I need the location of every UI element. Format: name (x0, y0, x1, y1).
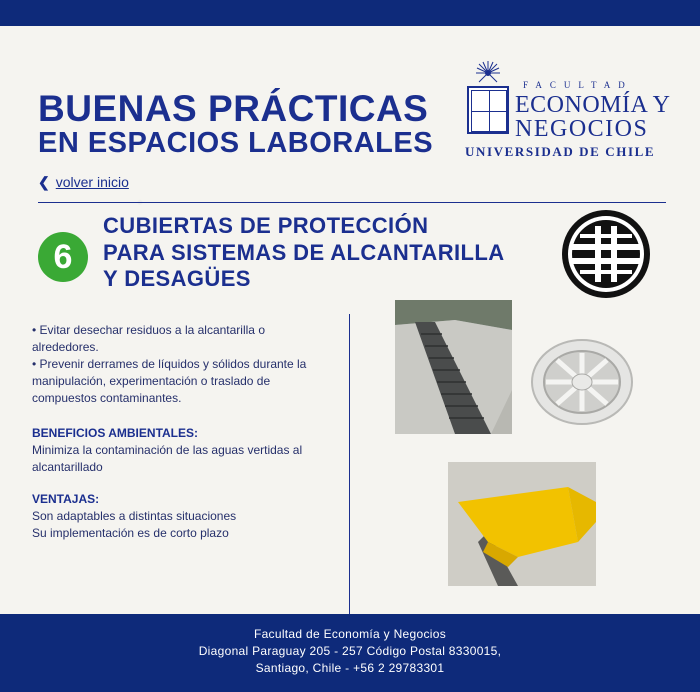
faculty-logo (465, 60, 671, 160)
footer-line1: Facultad de Economía y Negocios (253, 627, 447, 641)
section-title-line2: PARA SISTEMAS DE ALCANTARILLA (103, 240, 505, 265)
column-divider (349, 314, 350, 614)
yellow-drain-cover-photo (448, 462, 596, 586)
chevron-left-icon: ❮ (38, 174, 50, 190)
drain-cover-icon (560, 208, 652, 300)
bullet-list (32, 322, 332, 407)
footer-line3: Santiago, Chile - +56 2 29783301 (255, 661, 445, 675)
logo-facultad: FACULTAD (523, 80, 633, 90)
benefits-text: Minimiza la contaminación de las aguas vertidas al alcantarillado (32, 443, 303, 474)
advantages-heading: VENTAJAS: (32, 492, 100, 506)
logo-line2: NEGOCIOS (515, 116, 649, 142)
top-bar (0, 0, 700, 26)
bullet-item: • Prevenir derrames de líquidos y sólidos durante la manipulación, experimentación o traslado de compuestos contaminantes. (32, 357, 307, 405)
section-title-line1: CUBIERTAS DE PROTECCIÓN (103, 213, 429, 238)
crest-icon (467, 86, 509, 134)
bullet-item: • Evitar desechar residuos a la alcantarilla o alrededores. (32, 323, 265, 354)
divider (38, 202, 666, 203)
drain-grate-photo (395, 300, 512, 434)
sun-icon (473, 60, 503, 86)
benefits-block (32, 425, 332, 476)
footer (0, 614, 700, 692)
back-link[interactable] (38, 174, 129, 191)
section-number-badge: 6 (38, 232, 88, 282)
page-title-line2: EN ESPACIOS LABORALES (38, 127, 434, 159)
round-drain-cover-photo (531, 338, 634, 426)
advantage-item: Su implementación es de corto plazo (32, 526, 229, 540)
page-title-line1: BUENAS PRÁCTICAS (38, 88, 429, 129)
advantages-block (32, 491, 332, 542)
section-title-line3: Y DESAGÜES (103, 266, 251, 291)
logo-line1: ECONOMÍA Y (515, 92, 671, 118)
benefits-heading: BENEFICIOS AMBIENTALES: (32, 426, 199, 440)
footer-line2: Diagonal Paraguay 205 - 257 Código Postal 8330015, (198, 644, 502, 658)
advantage-item: Son adaptables a distintas situaciones (32, 509, 237, 523)
logo-university: UNIVERSIDAD DE CHILE (465, 144, 656, 159)
back-link-label: volver inicio (55, 174, 129, 190)
